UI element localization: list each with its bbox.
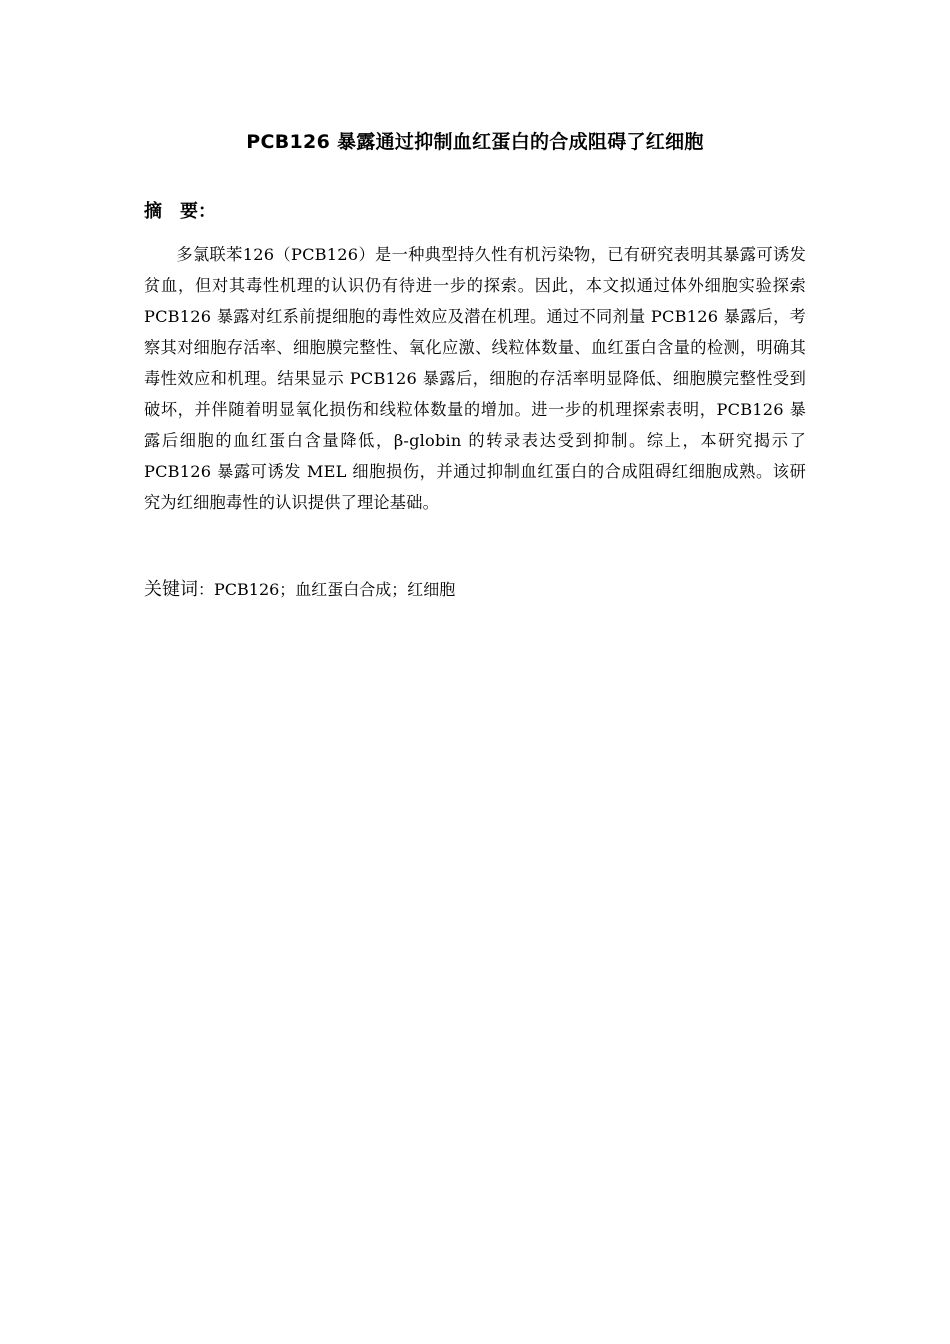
abstract-heading (144, 198, 216, 226)
abstract-body: 多氯联苯126（PCB126）是一种典型持久性有机污染物，已有研究表明其暴露可诱发贫血，但对其毒性机理的认识仍有待进一步的探索。因此，本文拟通过体外细胞实验探索 PCB126 暴露对红系前提细胞的毒性效应及潜在机理。通过不同剂量 PCB126 暴露后，考察其对细胞存活率、细胞膜完整性、氧化应激、线粒体数量、血红蛋白含量的检测，明确其毒性效应和机理。结果显示 PCB126 暴露后，细胞的存活率明显降低、细胞膜完整性受到破坏，并伴随着明显氧化损伤和线粒体数量的增加。进一步的机理探索表明，PCB126 暴露后细胞的血红蛋白含量降低，β-globin 的转录表达受到抑制。综上，本研究揭示了 PCB126 暴露可诱发 MEL 细胞损伤，并通过抑制血红蛋白的合成阻碍红细胞成熟。该研究为红细胞毒性的认识提供了理论基础。 (144, 245, 806, 512)
abstract-heading-first: 摘 (144, 201, 162, 222)
abstract-heading-second: 要： (180, 201, 216, 222)
keywords-line (144, 575, 455, 605)
keywords-values: ：PCB126；血红蛋白合成；红细胞 (198, 580, 456, 599)
paper-title: PCB126 暴露通过抑制血红蛋白的合成阻碍了红细胞 (246, 131, 704, 153)
keywords-label: 关键词 (144, 579, 198, 600)
